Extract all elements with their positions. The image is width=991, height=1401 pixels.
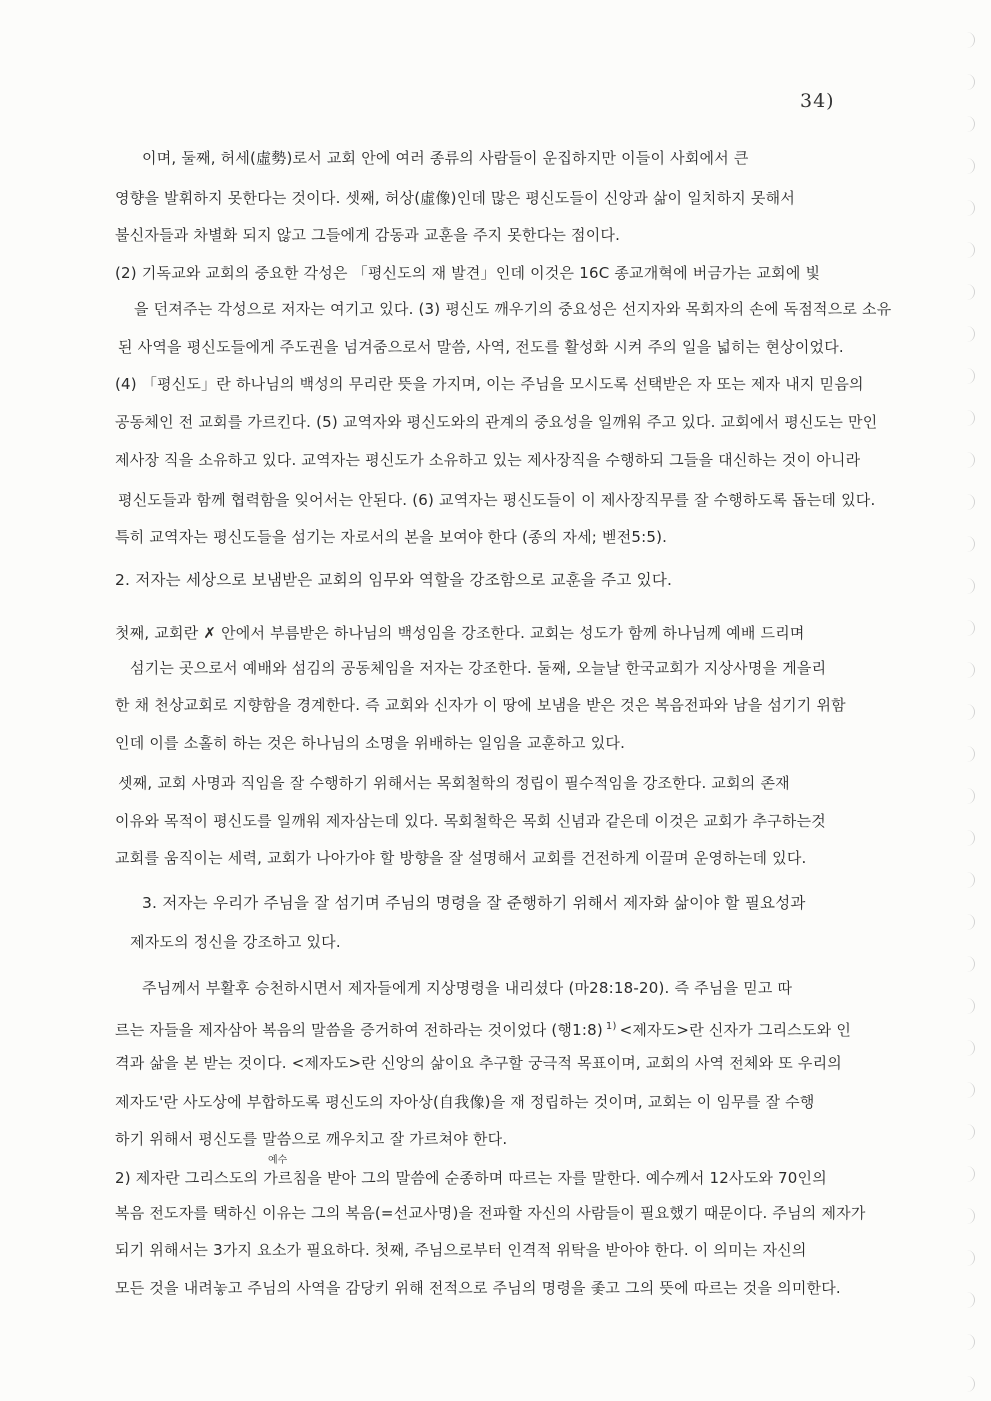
text-line: 불신자들과 차별화 되지 않고 그들에게 감동과 교훈을 주지 못한다는 점이다. [115, 226, 621, 244]
binder-hole-mark [964, 956, 975, 972]
binder-hole-mark [964, 74, 975, 90]
binder-hole-mark [964, 914, 975, 930]
text-line: 특히 교역자는 평신도들을 섬기는 자로서의 본을 보여야 한다 (종의 자세; 벧전5:5). [115, 528, 668, 546]
text-line: (4) 「평신도」란 하나님의 백성의 무리란 뜻을 가지며, 이는 주님을 모시도록 선택받은 자 또는 제자 내지 믿음의 [115, 375, 864, 393]
binder-hole-mark [964, 578, 975, 594]
text-line: 복음 전도자를 택하신 이유는 그의 복음(=선교사명)을 전파할 자신의 사람들이 필요했기 때문이다. 주님의 제자가 [115, 1204, 866, 1222]
binder-hole-mark [964, 1166, 975, 1182]
text-line: 이며, 둘째, 허세(虛勢)로서 교회 안에 여러 종류의 사람들이 운집하지만 이들이 사회에서 큰 [142, 149, 749, 167]
text-line: 이유와 목적이 평신도를 일깨워 제자삼는데 있다. 목회철학은 목회 신념과 같은데 이것은 교회가 추구하는것 [115, 812, 826, 830]
binder-hole-mark [964, 1040, 975, 1056]
binder-hole-mark [964, 1376, 975, 1392]
text-line: 섬기는 곳으로서 예배와 섬김의 공동체임을 저자는 강조한다. 둘째, 오늘날 한국교회가 지상사명을 게을리 [130, 659, 827, 677]
binder-hole-mark [964, 830, 975, 846]
text-line: 교회를 움직이는 세력, 교회가 나아가야 할 방향을 잘 설명해서 교회를 건전하게 이끌며 운영하는데 있다. [115, 849, 807, 867]
footnote-reference: 1) [605, 1021, 617, 1032]
text-line: (2) 기독교와 교회의 중요한 각성은 「평신도의 재 발견」인데 이것은 16C 종교개혁에 버금가는 교회에 빛 [115, 264, 821, 282]
section-heading: 2. 저자는 세상으로 보냄받은 교회의 임무와 역할을 강조함으로 교훈을 주고 있다. [115, 571, 673, 589]
binder-hole-mark [964, 1082, 975, 1098]
text-line: 되기 위해서는 3가지 요소가 필요하다. 첫째, 주님으로부터 인격적 위탁을 받아야 한다. 이 의미는 자신의 [115, 1241, 807, 1259]
binder-hole-mark [964, 158, 975, 174]
binder-hole-mark [964, 116, 975, 132]
text-line: 한 채 천상교회로 지향함을 경계한다. 즉 교회와 신자가 이 땅에 보냄을 받은 것은 복음전파와 남을 섬기기 위함 [115, 696, 846, 714]
binder-hole-mark [964, 746, 975, 762]
binder-hole-mark [964, 788, 975, 804]
binder-hole-mark [964, 1124, 975, 1140]
binder-hole-mark [964, 536, 975, 552]
binder-hole-mark [964, 200, 975, 216]
section-heading: 3. 저자는 우리가 주님을 잘 섬기며 주님의 명령을 잘 준행하기 위해서 제자화 삶이야 할 필요성과 [142, 894, 806, 912]
text-line: 하기 위해서 평신도를 말씀으로 깨우치고 잘 가르쳐야 한다. [115, 1130, 508, 1148]
binder-hole-mark [964, 1334, 975, 1350]
text-line: 주님께서 부활후 승천하시면서 제자들에게 지상명령을 내리셨다 (마28:18-20). 즉 주님을 믿고 따 [142, 979, 793, 997]
text-line: 제자도의 정신을 강조하고 있다. [130, 933, 341, 951]
binder-hole-mark [964, 704, 975, 720]
binder-hole-mark [964, 410, 975, 426]
binder-hole-mark [964, 1208, 975, 1224]
text-line [115, 1015, 910, 1041]
binder-hole-mark [964, 1292, 975, 1308]
text-line: 첫째, 교회란 ✗ 안에서 부름받은 하나님의 백성임을 강조한다. 교회는 성도가 함께 하나님께 예배 드리며 [115, 624, 805, 642]
text-line: 공동체인 전 교회를 가르킨다. (5) 교역자와 평신도와의 관계의 중요성을 일깨워 주고 있다. 교회에서 평신도는 만인 [115, 413, 878, 431]
text-segment: <제자도>란 신자가 그리스도와 인 [619, 1021, 852, 1039]
text-line: 을 던져주는 각성으로 저자는 여기고 있다. (3) 평신도 깨우기의 중요성은 선지자와 목회자의 손에 독점적으로 소유 [134, 300, 892, 318]
binder-hole-mark [964, 494, 975, 510]
binder-hole-mark [964, 620, 975, 636]
binder-hole-mark [964, 284, 975, 300]
text-line: 영향을 발휘하지 못한다는 것이다. 셋째, 허상(虛像)인데 많은 평신도들이 신앙과 삶이 일치하지 못해서 [115, 189, 796, 207]
text-line: 평신도들과 함께 협력함을 잊어서는 안된다. (6) 교역자는 평신도들이 이 제사장직무를 잘 수행하도록 돕는데 있다. [118, 491, 876, 509]
binder-hole-mark [964, 1250, 975, 1266]
text-line: 된 사역을 평신도들에게 주도권을 넘겨줌으로서 말씀, 사역, 전도를 활성화 시켜 주의 일을 넓히는 현상이었다. [118, 338, 844, 356]
text-line: 제자도'란 사도상에 부합하도록 평신도의 자아상(自我像)을 재 정립하는 것이며, 교회는 이 임무를 잘 수행 [115, 1093, 815, 1111]
text-line: 격과 삶을 본 받는 것이다. <제자도>란 신앙의 삶이요 추구할 궁극적 목표이며, 교회의 사역 전체와 또 우리의 [115, 1054, 842, 1072]
interlinear-note: 예수 [268, 1155, 288, 1166]
text-line: 2) 제자란 그리스도의 가르침을 받아 그의 말씀에 순종하며 따르는 자를 말한다. 예수께서 12사도와 70인의 [115, 1169, 827, 1187]
page-number: 34) [800, 90, 835, 112]
text-line: 모든 것을 내려놓고 주님의 사역을 감당키 위해 전적으로 주님의 명령을 좇고 그의 뜻에 따르는 것을 의미한다. [115, 1279, 841, 1297]
binder-hole-mark [964, 662, 975, 678]
binder-hole-mark [964, 452, 975, 468]
binder-hole-column [958, 0, 988, 1401]
text-segment: 르는 자들을 제자삼아 복음의 말씀을 증거하여 전하라는 것이었다 (행1:8) [115, 1021, 603, 1039]
binder-hole-mark [964, 872, 975, 888]
text-line: 인데 이를 소홀히 하는 것은 하나님의 소명을 위배하는 일임을 교훈하고 있다. [115, 734, 626, 752]
binder-hole-mark [964, 368, 975, 384]
text-line: 제사장 직을 소유하고 있다. 교역자는 평신도가 소유하고 있는 제사장직을 수행하되 그들을 대신하는 것이 아니라 [115, 451, 861, 469]
text-line: 셋째, 교회 사명과 직임을 잘 수행하기 위해서는 목회철학의 정립이 필수적임을 강조한다. 교회의 존재 [118, 774, 790, 792]
binder-hole-mark [964, 998, 975, 1014]
binder-hole-mark [964, 326, 975, 342]
binder-hole-mark [964, 242, 975, 258]
binder-hole-mark [964, 32, 975, 48]
